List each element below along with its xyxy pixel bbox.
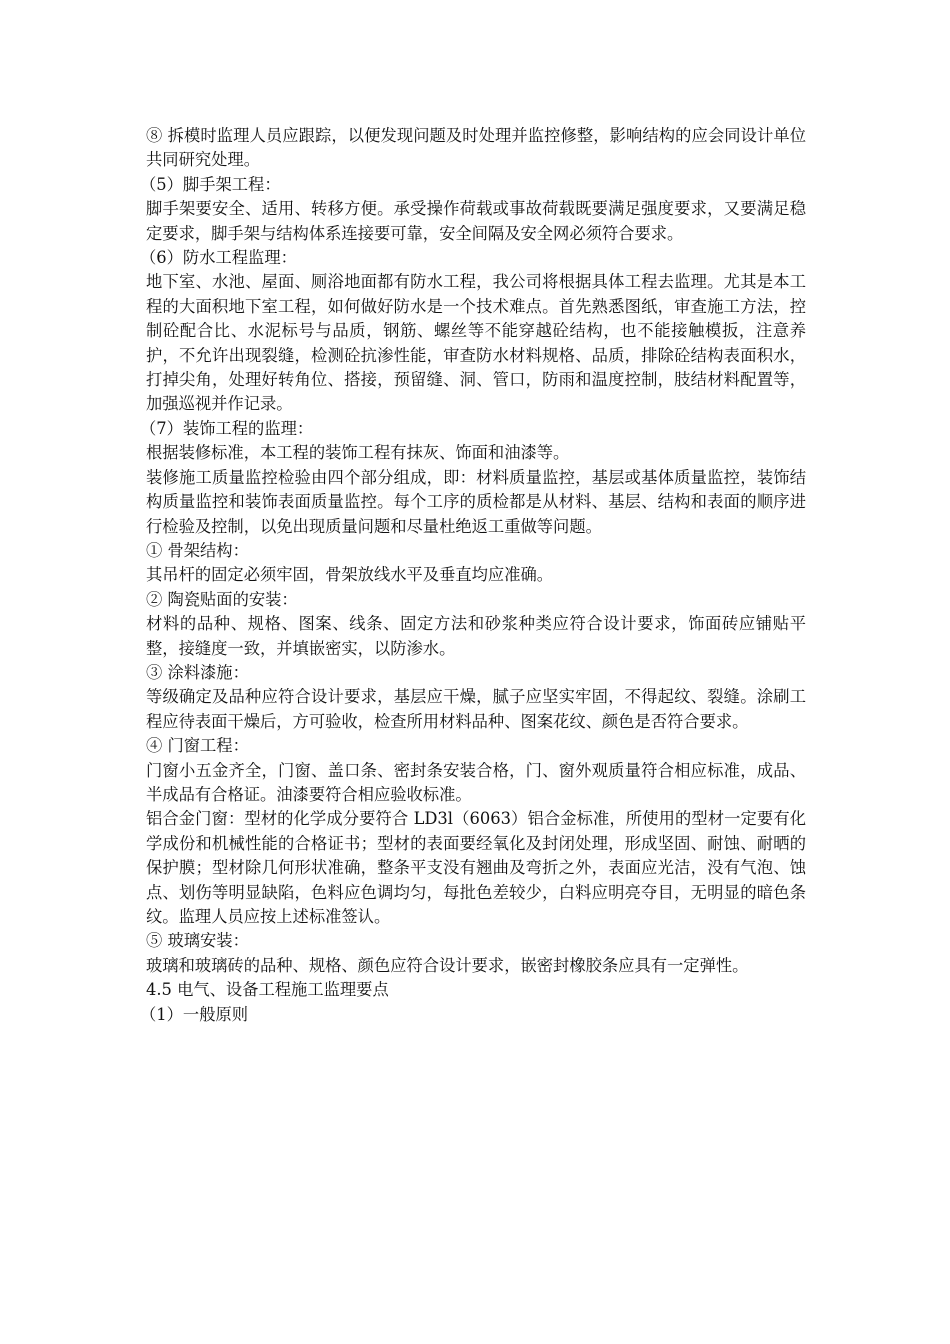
document-page xyxy=(140,124,806,1027)
heading-general-principles: （1）一般原则 xyxy=(140,1004,249,1024)
paragraph-coating: 等级确定及品种应符合设计要求，基层应干燥，腻子应坚实牢固，不得起纹、裂缝。涂刷工程应待表面干燥后，方可验收，检查所用材料品种、图案花纹、颜色是否符合要求。 xyxy=(146,687,806,731)
paragraph-ceramic-tiles: 材料的品种、规格、图案、线条、固定方法和砂浆种类应符合设计要求，饰面砖应铺贴平整，接缝度一致，并填嵌密实，以防渗水。 xyxy=(146,614,806,658)
heading-waterproofing: （6）防水工程监理： xyxy=(140,248,297,268)
paragraph-decoration-quality: 装修施工质量监控检验由四个部分组成，即：材料质量监控，基层或基体质量监控，装饰结构质量监控和装饰表面质量监控。每个工序的质检都是从材料、基层、结构和表面的顺序进行检验及控制，以免出现质量问题和尽量杜绝返工重做等问题。 xyxy=(146,467,806,536)
heading-doors-windows: ④ 门窗工程： xyxy=(146,736,249,756)
paragraph-glass-installation: 玻璃和玻璃砖的品种、规格、颜色应符合设计要求，嵌密封橡胶条应具有一定弹性。 xyxy=(146,955,749,975)
section-heading-electrical: 4.5 电气、设备工程施工监理要点 xyxy=(146,980,389,1000)
heading-frame-structure: ① 骨架结构： xyxy=(146,540,249,560)
paragraph-decoration-standard: 根据装修标准，本工程的装饰工程有抹灰、饰面和油漆等。 xyxy=(146,443,570,463)
paragraph-formwork-removal: ⑧ 拆模时监理人员应跟踪，以便发现问题及时处理并监控修整，影响结构的应会同设计单位共同研究处理。 xyxy=(146,126,806,170)
heading-decoration: （7）装饰工程的监理： xyxy=(140,418,314,438)
heading-scaffolding: （5）脚手架工程： xyxy=(140,174,281,194)
paragraph-scaffolding: 脚手架要安全、适用、转移方便。承受操作荷载或事故荷载既要满足强度要求，又要满足稳定要求，脚手架与结构体系连接要可靠，安全间隔及安全网必须符合要求。 xyxy=(146,199,806,243)
paragraph-frame-structure: 其吊杆的固定必须牢固，骨架放线水平及垂直均应准确。 xyxy=(146,565,554,585)
heading-ceramic-tiles: ② 陶瓷贴面的安装： xyxy=(146,589,298,609)
paragraph-waterproofing: 地下室、水池、屋面、厕浴地面都有防水工程，我公司将根据具体工程去监理。尤其是本工程的大面积地下室工程，如何做好防水是一个技术难点。首先熟悉图纸，审查施工方法，控制砼配合比、水泥标号与品质，钢筋、螺丝等不能穿越砼结构，也不能接触模扳，注意养护，不允许出现裂缝，检测砼抗渗性能，审查防水材料规格、品质，排除砼结构表面积水，打掉尖角，处理好转角位、搭接，预留缝、洞、管口，防雨和温度控制，肢结材料配置等，加强巡视并作记录。 xyxy=(146,272,806,414)
paragraph-doors-windows: 门窗小五金齐全，门窗、盖口条、密封条安装合格，门、窗外观质量符合相应标准，成品、半成品有合格证。油漆要符合相应验收标准。 xyxy=(146,760,806,804)
heading-coating: ③ 涂料漆施： xyxy=(146,662,249,682)
paragraph-aluminum-windows: 铝合金门窗：型材的化学成分要符合 LD3l（6063）铝合金标准，所使用的型材一定要有化学成份和机械性能的合格证书；型材的表面要经氧化及封闭处理，形成坚固、耐蚀、耐晒的保护膜；型材除几何形状准确，整条平支没有翘曲及弯折之外，表面应光洁，没有气泡、蚀点、划伤等明显缺陷，色料应色调均匀，每批色差较少，白料应明亮夺目，无明显的暗色条纹。监理人员应按上述标准签认。 xyxy=(146,809,806,926)
heading-glass-installation: ⑤ 玻璃安装： xyxy=(146,931,249,951)
